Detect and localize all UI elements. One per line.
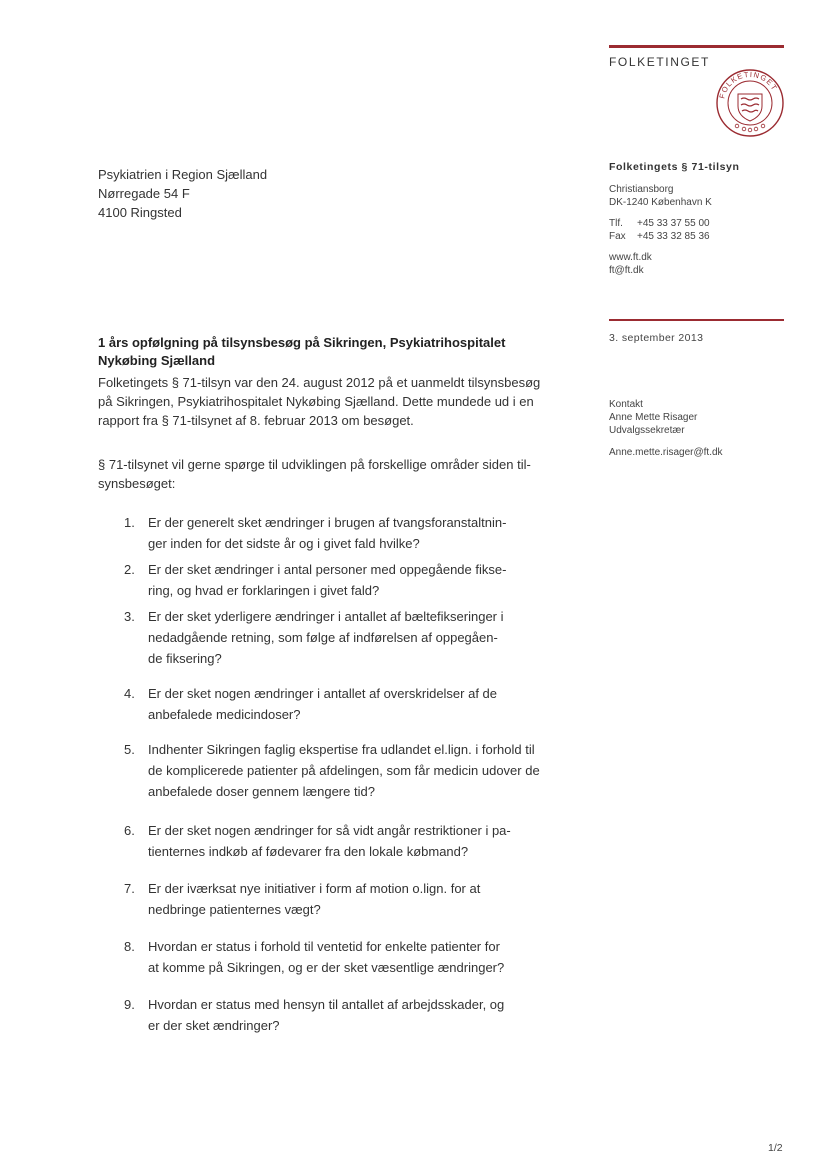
fax-number: +45 33 32 85 36: [637, 231, 710, 242]
question-item-8: [124, 936, 564, 978]
contact-label: Kontakt: [609, 399, 643, 410]
question-line: de fiksering?: [148, 651, 222, 666]
question-line: er der sket ændringer?: [148, 1018, 280, 1033]
question-number: 4.: [124, 686, 135, 701]
question-line: tienternes indkøb af fødevarer fra den lokale købmand?: [148, 844, 469, 859]
question-item-7: [124, 878, 564, 920]
recipient-name: Psykiatrien i Region Sjælland: [98, 167, 268, 182]
recipient-city: 4100 Ringsted: [98, 205, 182, 220]
question-line: ger inden for det sidste år og i givet fald hvilke?: [148, 536, 420, 551]
question-item-6: [124, 820, 564, 862]
question-item-3: [124, 606, 564, 669]
organization-name: FOLKETINGET: [609, 55, 710, 69]
question-line: de komplicerede patienter på afdelingen, som får medicin udover de: [148, 763, 540, 778]
recipient-street: Nørregade 54 F: [98, 186, 190, 201]
question-number: 9.: [124, 997, 135, 1012]
fax-label: Fax: [609, 231, 626, 242]
contact-block: [609, 398, 723, 459]
question-item-4: [124, 683, 564, 725]
folketinget-seal-icon: [715, 68, 785, 138]
sender-address-1: Christiansborg: [609, 184, 674, 195]
paragraph-line: § 71-tilsynet vil gerne spørge til udviklingen på forskellige områder siden til-: [98, 457, 531, 472]
question-line: anbefalede doser gennem længere tid?: [148, 784, 375, 799]
subject-line-2: Nykøbing Sjælland: [98, 353, 216, 368]
seal-text: FOLKETINGET: [717, 69, 780, 100]
question-line: anbefalede medicindoser?: [148, 707, 301, 722]
question-item-9: [124, 994, 564, 1036]
question-number: 1.: [124, 515, 135, 530]
question-number: 8.: [124, 939, 135, 954]
contact-name: Anne Mette Risager: [609, 412, 698, 423]
question-item-5: [124, 739, 564, 802]
recipient-address: [98, 165, 267, 222]
sender-website-link[interactable]: www.ft.dk: [609, 252, 652, 263]
contact-role: Udvalgssekretær: [609, 425, 685, 436]
page-number: 1/2: [768, 1142, 783, 1154]
question-line: Hvordan er status med hensyn til antallet af arbejdsskader, og: [148, 997, 505, 1012]
question-line: Er der sket ændringer i antal personer med oppegående fikse-: [148, 562, 507, 577]
question-intro-paragraph: [98, 455, 568, 493]
question-line: Hvordan er status i forhold til ventetid for enkelte patienter for: [148, 939, 500, 954]
phone-number: +45 33 37 55 00: [637, 218, 710, 229]
question-number: 7.: [124, 881, 135, 896]
sidebar-rule: [609, 319, 784, 321]
sender-fax-row: [609, 230, 789, 243]
letter-subject: [98, 334, 568, 370]
paragraph-line: rapport fra § 71-tilsynet af 8. februar 2013 om besøget.: [98, 413, 414, 428]
sender-block: [609, 161, 789, 277]
paragraph-line: på Sikringen, Psykiatrihospitalet Nykøbing Sjælland. Dette mundede ud i en: [98, 394, 534, 409]
question-line: Er der sket nogen ændringer i antallet af overskridelser af de: [148, 686, 498, 701]
question-item-1: [124, 512, 564, 554]
question-item-2: [124, 559, 564, 601]
question-line: Er der iværksat nye initiativer i form af motion o.lign. for at: [148, 881, 481, 896]
question-number: 2.: [124, 562, 135, 577]
question-line: at komme på Sikringen, og er der sket væsentlige ændringer?: [148, 960, 505, 975]
letterhead-rule: [609, 45, 784, 48]
question-line: Indhenter Sikringen faglig ekspertise fra udlandet el.lign. i forhold til: [148, 742, 535, 757]
question-line: nedbringe patienternes vægt?: [148, 902, 321, 917]
question-line: Er der sket nogen ændringer for så vidt angår restriktioner i pa-: [148, 823, 511, 838]
question-line: Er der generelt sket ændringer i brugen af tvangsforanstaltnin-: [148, 515, 507, 530]
question-line: Er der sket yderligere ændringer i antallet af bæltefikseringer i: [148, 609, 504, 624]
sender-address-2: DK-1240 København K: [609, 197, 712, 208]
intro-paragraph: [98, 373, 568, 430]
sender-phone-row: [609, 217, 789, 230]
paragraph-line: Folketingets § 71-tilsyn var den 24. august 2012 på et uanmeldt tilsynsbesøg: [98, 375, 541, 390]
question-number: 6.: [124, 823, 135, 838]
paragraph-line: synsbesøget:: [98, 476, 176, 491]
sender-title: Folketingets § 71-tilsyn: [609, 161, 740, 173]
subject-line-1: 1 års opfølgning på tilsynsbesøg på Sikringen, Psykiatrihospitalet: [98, 335, 506, 350]
question-number: 3.: [124, 609, 135, 624]
question-number: 5.: [124, 742, 135, 757]
phone-label: Tlf.: [609, 218, 623, 229]
contact-email-link[interactable]: Anne.mette.risager@ft.dk: [609, 447, 723, 458]
letter-date: 3. september 2013: [609, 332, 704, 344]
question-line: ring, og hvad er forklaringen i givet fald?: [148, 583, 380, 598]
sender-email-link[interactable]: ft@ft.dk: [609, 265, 644, 276]
question-line: nedadgående retning, som følge af indførelsen af oppegåen-: [148, 630, 498, 645]
